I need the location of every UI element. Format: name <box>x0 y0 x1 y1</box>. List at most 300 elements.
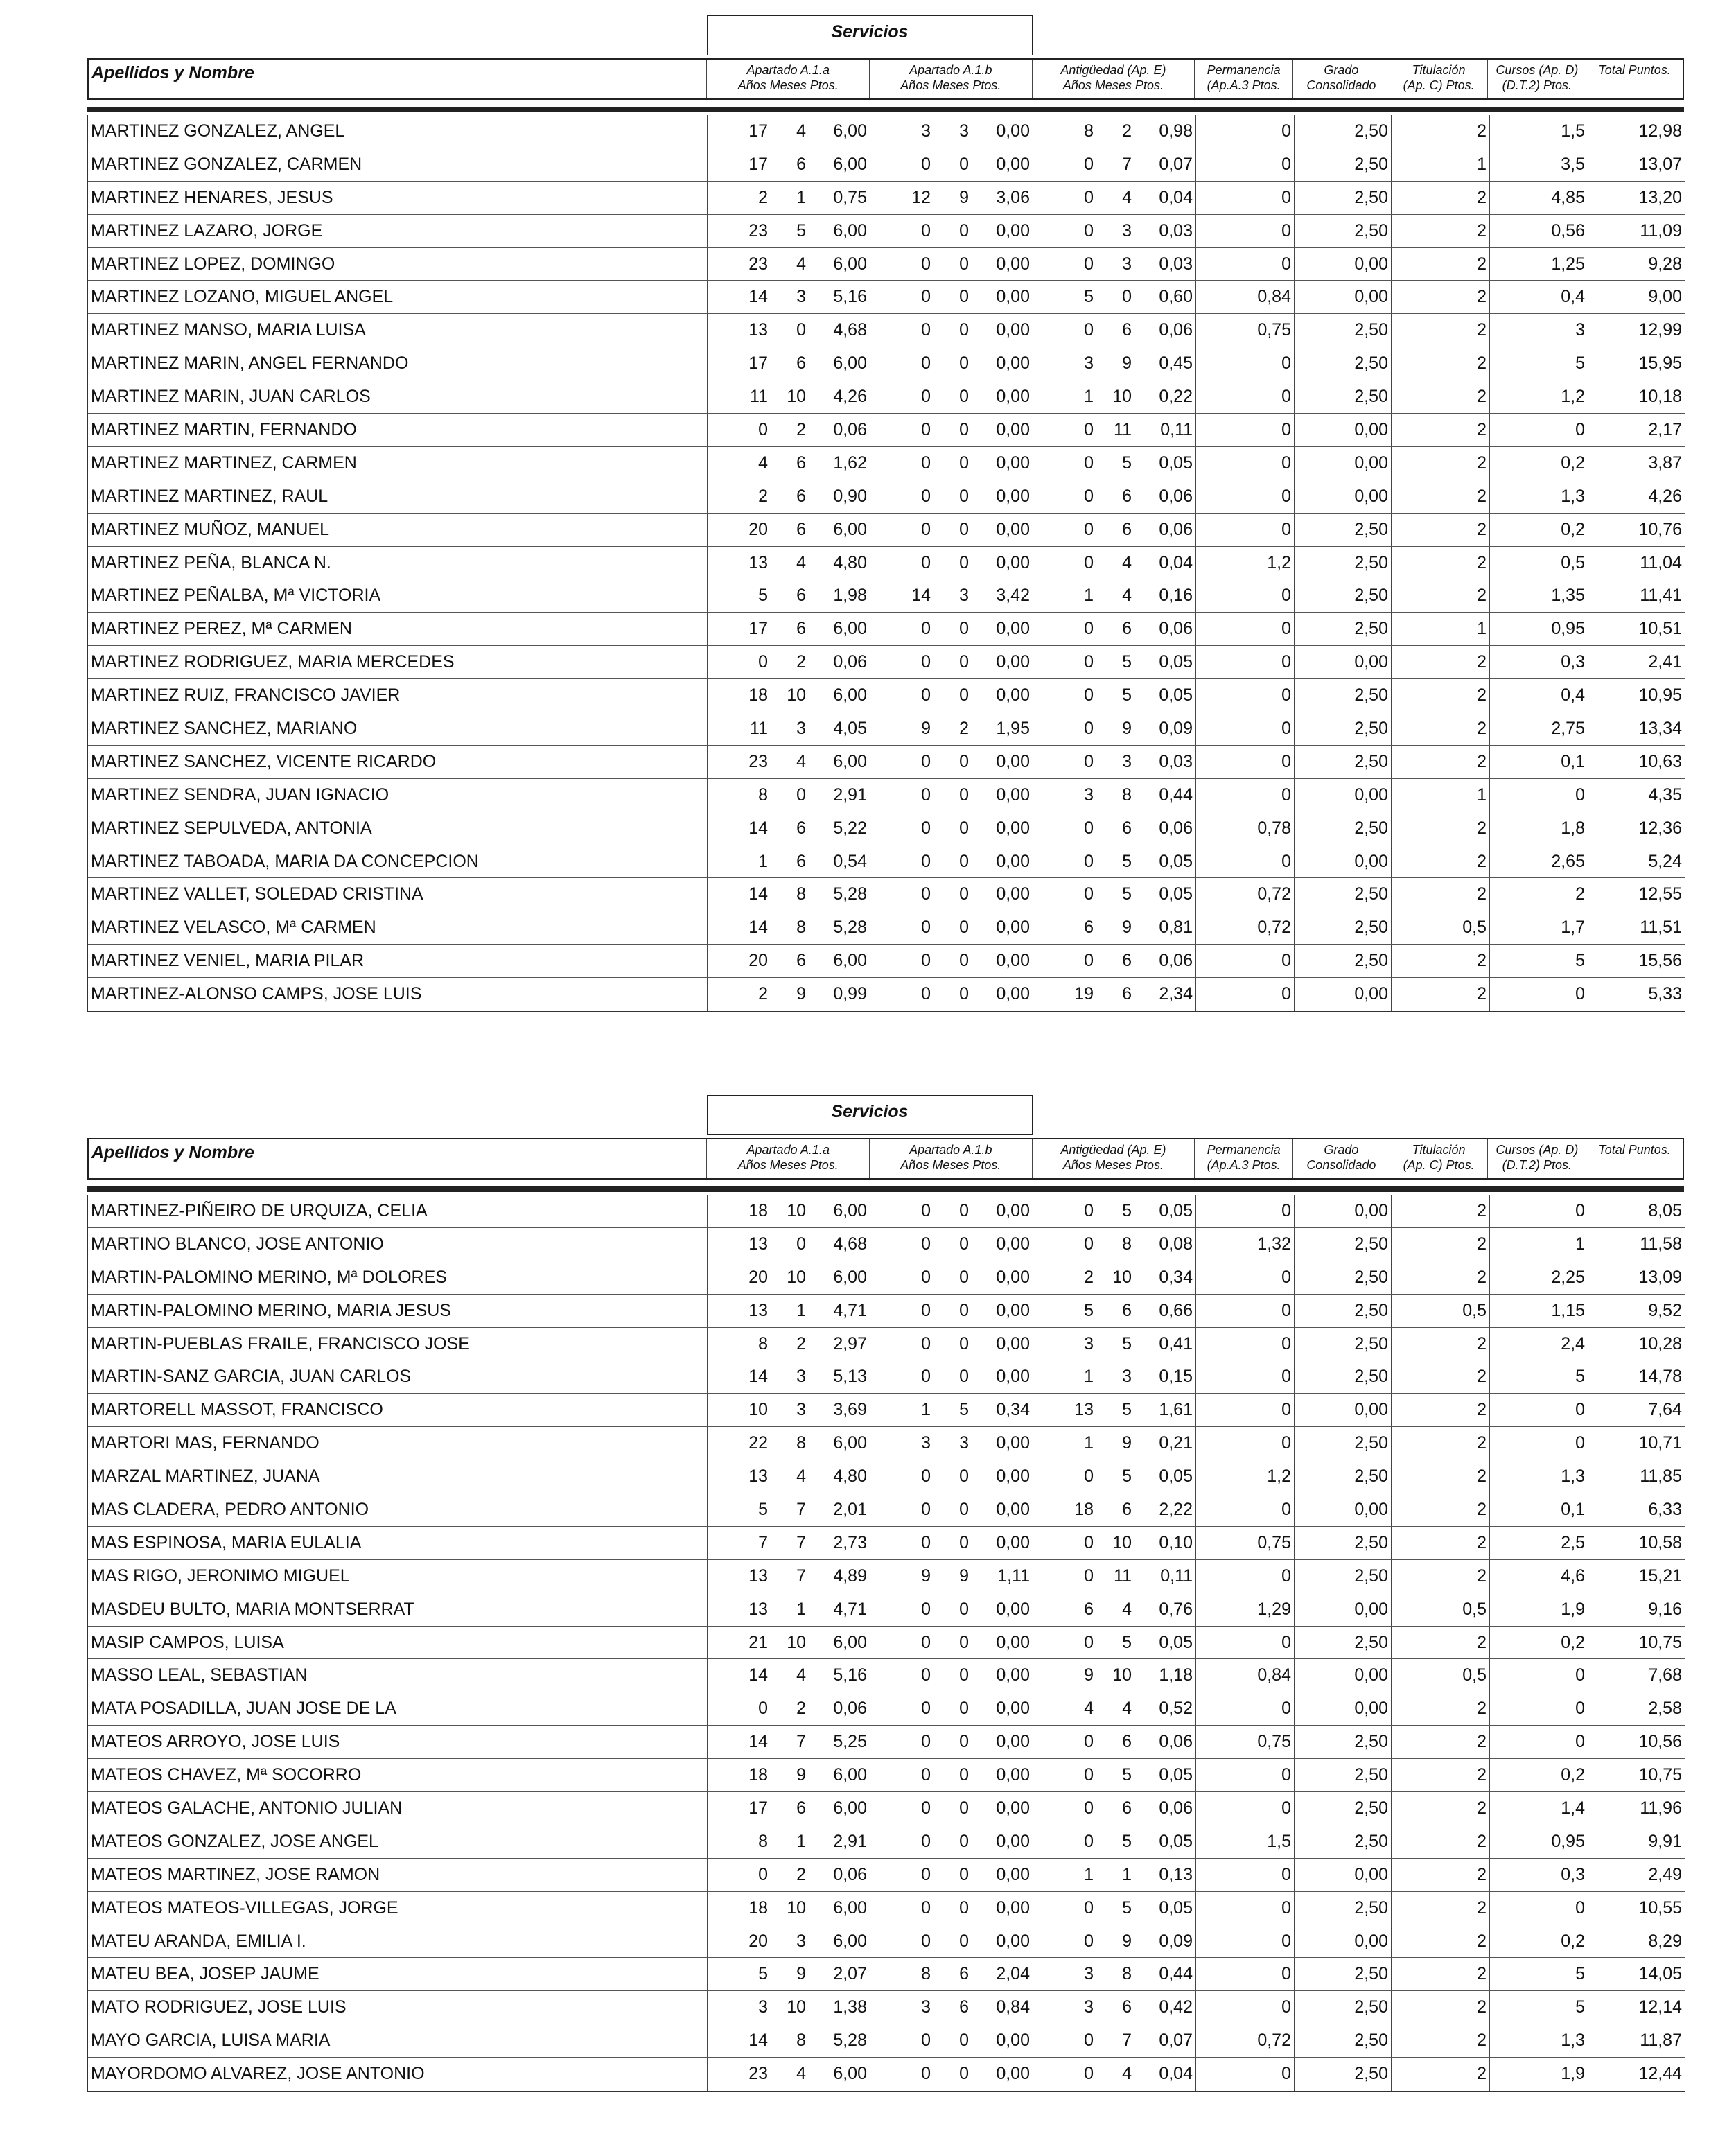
cell-group <box>1033 1792 1196 1825</box>
cell-ptos: 0,06 <box>1159 1732 1193 1752</box>
table-row <box>88 1394 1685 1427</box>
cell-grado: 2,50 <box>1295 746 1392 778</box>
cell-meses: 0 <box>959 1765 969 1785</box>
cell-permanencia: 0 <box>1196 215 1295 247</box>
cell-permanencia: 0 <box>1196 1560 1295 1593</box>
cell-meses: 3 <box>796 1367 806 1387</box>
cell-name: MARTINEZ RUIZ, FRANCISCO JAVIER <box>88 679 708 712</box>
cell-anos: 0 <box>921 552 931 572</box>
cell-name: MARTIN-SANZ GARCIA, JUAN CARLOS <box>88 1360 708 1393</box>
cell-total: 14,78 <box>1638 1367 1682 1387</box>
cell-group <box>1033 579 1196 612</box>
cell-anos: 0 <box>921 254 931 274</box>
cell-name: MARTIN-PALOMINO MERINO, MARIA JESUS <box>88 1295 708 1327</box>
cell-name: MARTORELL MASSOT, FRANCISCO <box>88 1394 708 1426</box>
cell-anos: 1 <box>1084 387 1094 407</box>
cell-meses: 10 <box>787 1898 806 1918</box>
cell-meses: 3 <box>796 1931 806 1951</box>
table-row <box>88 1527 1685 1560</box>
cell-group <box>1033 1328 1196 1360</box>
cell-group <box>708 1958 870 1990</box>
cell-cursos: 2,65 <box>1490 845 1588 878</box>
table-row <box>88 1892 1685 1925</box>
cell-anos: 8 <box>758 785 768 805</box>
cell-ptos: 0,00 <box>996 1665 1030 1685</box>
cell-meses: 1 <box>796 1831 806 1851</box>
cell-meses: 6 <box>796 818 806 838</box>
cell-name: MARTINEZ VENIEL, MARIA PILAR <box>88 945 708 977</box>
cell-anos: 0 <box>921 751 931 771</box>
cell-group <box>1033 746 1196 778</box>
cell-total: 8,29 <box>1648 1931 1682 1951</box>
cell-meses: 0 <box>959 1300 969 1320</box>
cell-anos: 0 <box>758 1864 768 1884</box>
cell-anos: 0 <box>921 1267 931 1287</box>
cell-meses: 6 <box>1122 1732 1132 1752</box>
table-row <box>88 1493 1685 1527</box>
cell-cursos: 0 <box>1490 779 1588 812</box>
cell-titulacion: 2 <box>1392 2024 1490 2057</box>
cell-ptos: 0,06 <box>1159 320 1193 340</box>
table-row <box>88 480 1685 514</box>
cell-group <box>1033 1493 1196 1526</box>
cell-cursos: 3 <box>1490 314 1588 347</box>
cell-permanencia: 0 <box>1196 945 1295 977</box>
cell-meses: 3 <box>1122 751 1132 771</box>
cell-anos: 23 <box>748 2064 768 2084</box>
cell-group <box>1033 878 1196 911</box>
cell-name: MARTINEZ MANSO, MARIA LUISA <box>88 314 708 347</box>
cell-ptos: 0,06 <box>833 652 867 672</box>
cell-ptos: 0,00 <box>996 685 1030 705</box>
cell-anos: 2 <box>758 984 768 1004</box>
table-row <box>88 613 1685 646</box>
cell-meses: 6 <box>796 619 806 639</box>
cell-anos: 0 <box>921 220 931 240</box>
cell-name: MASIP CAMPOS, LUISA <box>88 1627 708 1659</box>
cell-anos: 0 <box>921 1632 931 1652</box>
cell-grado: 2,50 <box>1295 1360 1392 1393</box>
cell-meses: 0 <box>959 851 969 871</box>
cell-meses: 3 <box>796 719 806 739</box>
cell-ptos: 0,34 <box>996 1400 1030 1420</box>
cell-anos: 8 <box>758 1333 768 1353</box>
cell-titulacion: 2 <box>1392 1859 1490 1891</box>
cell-group <box>870 1560 1033 1593</box>
cell-group <box>870 148 1033 181</box>
cell-meses: 4 <box>1122 1699 1132 1719</box>
table-row <box>88 779 1685 812</box>
cell-cursos: 1,2 <box>1490 380 1588 413</box>
cell-group <box>708 248 870 281</box>
cell-cursos: 0 <box>1490 1427 1588 1460</box>
cell-meses: 0 <box>959 1367 969 1387</box>
cell-grado: 2,50 <box>1295 547 1392 579</box>
cell-grado: 0,00 <box>1295 845 1392 878</box>
cell-name: MATEOS MATEOS-VILLEGAS, JORGE <box>88 1892 708 1925</box>
cell-ptos: 5,16 <box>833 1665 867 1685</box>
cell-meses: 5 <box>1122 1831 1132 1851</box>
table-row <box>88 1228 1685 1261</box>
cell-titulacion: 2 <box>1392 845 1490 878</box>
cell-anos: 1 <box>921 1400 931 1420</box>
cell-ptos: 0,09 <box>1159 1931 1193 1951</box>
header-permanencia: Permanencia (Ap.A.3 Ptos. <box>1195 1139 1293 1178</box>
cell-name: MATEU BEA, JOSEP JAUME <box>88 1958 708 1990</box>
cell-meses: 4 <box>796 121 806 141</box>
cell-anos: 5 <box>1084 1300 1094 1320</box>
cell-permanencia: 0 <box>1196 779 1295 812</box>
cell-titulacion: 2 <box>1392 712 1490 745</box>
cell-permanencia: 0 <box>1196 1692 1295 1725</box>
cell-group <box>870 414 1033 446</box>
cell-grado: 2,50 <box>1295 712 1392 745</box>
cell-grado: 2,50 <box>1295 1295 1392 1327</box>
cell-anos: 17 <box>748 1798 768 1818</box>
cell-group <box>1033 314 1196 347</box>
cell-anos: 0 <box>921 1599 931 1619</box>
cell-anos: 23 <box>748 254 768 274</box>
cell-ptos: 0,66 <box>1159 1300 1193 1320</box>
table-row <box>88 978 1685 1011</box>
cell-group <box>1033 215 1196 247</box>
cell-group <box>708 579 870 612</box>
table-row <box>88 878 1685 911</box>
cell-group <box>1033 845 1196 878</box>
cell-grado: 0,00 <box>1295 414 1392 446</box>
cell-anos: 9 <box>1084 1665 1094 1685</box>
cell-group <box>870 1991 1033 2024</box>
cell-cursos: 4,6 <box>1490 1560 1588 1593</box>
cell-ptos: 5,28 <box>833 918 867 938</box>
cell-grado: 0,00 <box>1295 480 1392 513</box>
cell-permanencia: 0 <box>1196 1991 1295 2024</box>
cell-group <box>708 945 870 977</box>
table-row <box>88 215 1685 248</box>
cell-meses: 10 <box>1112 1532 1132 1552</box>
cell-anos: 0 <box>921 1500 931 1520</box>
cell-ptos: 0,75 <box>833 187 867 207</box>
cell-cursos: 3,5 <box>1490 148 1588 181</box>
cell-ptos: 0,00 <box>996 220 1030 240</box>
cell-ptos: 0,00 <box>996 1201 1030 1220</box>
cell-meses: 6 <box>1122 1300 1132 1320</box>
cell-grado: 2,50 <box>1295 314 1392 347</box>
cell-group <box>1033 148 1196 181</box>
cell-cursos: 0,2 <box>1490 1925 1588 1958</box>
table-row <box>88 2058 1685 2091</box>
cell-permanencia: 0 <box>1196 579 1295 612</box>
cell-anos: 0 <box>921 818 931 838</box>
cell-anos: 14 <box>748 287 768 307</box>
cell-meses: 0 <box>959 1632 969 1652</box>
cell-ptos: 6,00 <box>833 619 867 639</box>
cell-name: MARZAL MARTINEZ, JUANA <box>88 1460 708 1493</box>
cell-meses: 6 <box>1122 486 1132 506</box>
cell-name: MATEOS MARTINEZ, JOSE RAMON <box>88 1859 708 1891</box>
cell-anos: 0 <box>1084 552 1094 572</box>
cell-cursos: 1,9 <box>1490 1593 1588 1626</box>
cell-total: 4,35 <box>1648 785 1682 805</box>
cell-total: 12,55 <box>1638 884 1682 904</box>
cell-meses: 6 <box>796 353 806 374</box>
table-row <box>88 579 1685 613</box>
cell-cursos: 1 <box>1490 1228 1588 1261</box>
cell-meses: 7 <box>796 1532 806 1552</box>
cell-total: 10,28 <box>1638 1333 1682 1353</box>
cell-meses: 4 <box>796 2064 806 2084</box>
table-row <box>88 2024 1685 2058</box>
cell-meses: 6 <box>1122 1997 1132 2017</box>
cell-group <box>870 712 1033 745</box>
cell-ptos: 6,00 <box>833 751 867 771</box>
cell-group <box>870 1859 1033 1891</box>
cell-ptos: 0,06 <box>1159 818 1193 838</box>
cell-meses: 5 <box>1122 851 1132 871</box>
cell-cursos: 0,1 <box>1490 1493 1588 1526</box>
cell-anos: 8 <box>921 1964 931 1984</box>
cell-ptos: 0,52 <box>1159 1699 1193 1719</box>
cell-name: MATEU ARANDA, EMILIA I. <box>88 1925 708 1958</box>
cell-cursos: 0,4 <box>1490 679 1588 712</box>
cell-ptos: 0,04 <box>1159 552 1193 572</box>
header-titulacion: Titulación (Ap. C) Ptos. <box>1390 1139 1489 1178</box>
cell-meses: 8 <box>1122 785 1132 805</box>
cell-group <box>870 314 1033 347</box>
cell-total: 9,52 <box>1648 1300 1682 1320</box>
cell-total: 12,36 <box>1638 818 1682 838</box>
cell-anos: 0 <box>921 1898 931 1918</box>
cell-group <box>1033 1859 1196 1891</box>
cell-meses: 0 <box>959 984 969 1004</box>
cell-grado: 2,50 <box>1295 878 1392 911</box>
cell-meses: 8 <box>1122 1964 1132 1984</box>
cell-anos: 17 <box>748 619 768 639</box>
cell-permanencia: 0 <box>1196 1925 1295 1958</box>
cell-total: 10,95 <box>1638 685 1682 705</box>
cell-ptos: 0,00 <box>996 1599 1030 1619</box>
cell-ptos: 0,00 <box>996 320 1030 340</box>
cell-ptos: 0,06 <box>833 420 867 440</box>
cell-cursos: 2,75 <box>1490 712 1588 745</box>
cell-anos: 9 <box>921 1566 931 1586</box>
cell-group <box>1033 1593 1196 1626</box>
cell-cursos: 0,2 <box>1490 514 1588 546</box>
cell-total: 10,75 <box>1638 1765 1682 1785</box>
cell-anos: 2 <box>1084 1267 1094 1287</box>
cell-group <box>1033 1427 1196 1460</box>
cell-anos: 0 <box>921 652 931 672</box>
cell-total: 2,17 <box>1648 420 1682 440</box>
cell-group <box>870 248 1033 281</box>
cell-grado: 0,00 <box>1295 248 1392 281</box>
cell-meses: 0 <box>959 918 969 938</box>
cell-grado: 2,50 <box>1295 148 1392 181</box>
cell-grado: 2,50 <box>1295 579 1392 612</box>
header-total: Total Puntos. <box>1598 1143 1671 1157</box>
table-row <box>88 1195 1685 1228</box>
cell-name: MARTINEZ SANCHEZ, VICENTE RICARDO <box>88 746 708 778</box>
cell-ptos: 1,95 <box>996 719 1030 739</box>
cell-group <box>870 679 1033 712</box>
cell-permanencia: 0 <box>1196 1261 1295 1294</box>
cell-anos: 10 <box>748 1400 768 1420</box>
cell-group <box>708 1394 870 1426</box>
header-a1b: Apartado A.1.b Años Meses Ptos. <box>870 60 1033 98</box>
cell-group <box>1033 182 1196 214</box>
cell-ptos: 0,00 <box>996 652 1030 672</box>
cell-cursos: 0 <box>1490 1394 1588 1426</box>
cell-group <box>1033 1825 1196 1858</box>
cell-ptos: 0,11 <box>1160 420 1193 440</box>
header-cursos: Cursos (Ap. D) (D.T.2) Ptos. <box>1488 60 1586 98</box>
cell-ptos: 0,00 <box>996 420 1030 440</box>
cell-name: MARTINEZ MARIN, JUAN CARLOS <box>88 380 708 413</box>
cell-meses: 0 <box>959 751 969 771</box>
cell-group <box>708 2058 870 2091</box>
cell-anos: 0 <box>1084 2064 1094 2084</box>
cell-ptos: 0,00 <box>996 1500 1030 1520</box>
cell-anos: 18 <box>748 1765 768 1785</box>
cell-cursos: 0,5 <box>1490 547 1588 579</box>
cell-total: 11,87 <box>1640 2031 1682 2051</box>
cell-meses: 5 <box>1122 884 1132 904</box>
cell-group <box>870 215 1033 247</box>
cell-total: 14,05 <box>1638 1964 1682 1984</box>
cell-group <box>1033 1659 1196 1692</box>
cell-anos: 0 <box>1084 1566 1094 1586</box>
cell-anos: 0 <box>921 486 931 506</box>
cell-meses: 7 <box>796 1500 806 1520</box>
cell-group <box>1033 978 1196 1011</box>
cell-anos: 1 <box>1084 586 1094 606</box>
cell-cursos: 0 <box>1490 1195 1588 1227</box>
cell-name: MARTINEZ PEREZ, Mª CARMEN <box>88 613 708 645</box>
cell-anos: 3 <box>1084 353 1094 374</box>
cell-group <box>870 1627 1033 1659</box>
cell-anos: 0 <box>758 652 768 672</box>
cell-ptos: 0,00 <box>996 884 1030 904</box>
cell-meses: 10 <box>1112 1267 1132 1287</box>
cell-permanencia: 0 <box>1196 1493 1295 1526</box>
cell-titulacion: 2 <box>1392 1261 1490 1294</box>
cell-anos: 0 <box>1084 1765 1094 1785</box>
cell-anos: 0 <box>1084 220 1094 240</box>
cell-meses: 0 <box>959 619 969 639</box>
cell-ptos: 4,26 <box>833 387 867 407</box>
cell-ptos: 4,71 <box>833 1599 867 1619</box>
cell-total: 9,00 <box>1648 287 1682 307</box>
cell-titulacion: 2 <box>1392 746 1490 778</box>
cell-group <box>708 1825 870 1858</box>
cell-grado: 2,50 <box>1295 182 1392 214</box>
cell-group <box>708 845 870 878</box>
table-row <box>88 746 1685 779</box>
cell-titulacion: 2 <box>1392 812 1490 845</box>
cell-anos: 0 <box>1084 154 1094 174</box>
cell-grado: 0,00 <box>1295 779 1392 812</box>
cell-anos: 0 <box>1084 1732 1094 1752</box>
cell-titulacion: 2 <box>1392 1991 1490 2024</box>
cell-meses: 5 <box>1122 1466 1132 1487</box>
servicios-header: Servicios <box>707 15 1033 55</box>
cell-permanencia: 0 <box>1196 679 1295 712</box>
cell-titulacion: 2 <box>1392 1228 1490 1261</box>
cell-meses: 2 <box>796 1699 806 1719</box>
cell-anos: 1 <box>758 851 768 871</box>
cell-name: MAS CLADERA, PEDRO ANTONIO <box>88 1493 708 1526</box>
cell-titulacion: 2 <box>1392 281 1490 313</box>
cell-cursos: 0 <box>1490 978 1588 1011</box>
cell-group <box>1033 2024 1196 2057</box>
cell-permanencia: 0 <box>1196 712 1295 745</box>
cell-permanencia: 0,72 <box>1196 2024 1295 2057</box>
cell-permanencia: 0 <box>1196 414 1295 446</box>
cell-group <box>870 1892 1033 1925</box>
cell-anos: 4 <box>1084 1699 1094 1719</box>
table-row <box>88 1295 1685 1328</box>
cell-total: 5,33 <box>1648 984 1682 1004</box>
cell-group <box>1033 1560 1196 1593</box>
cell-name: MARTINEZ GONZALEZ, CARMEN <box>88 148 708 181</box>
header-a1a: Apartado A.1.a Años Meses Ptos. <box>707 1139 870 1178</box>
cell-anos: 18 <box>748 1898 768 1918</box>
header-titulacion: Titulación (Ap. C) Ptos. <box>1390 60 1489 98</box>
cell-anos: 18 <box>1074 1500 1094 1520</box>
cell-group <box>870 812 1033 845</box>
cell-ptos: 2,97 <box>833 1333 867 1353</box>
cell-meses: 0 <box>959 1798 969 1818</box>
cell-group <box>870 380 1033 413</box>
cell-ptos: 0,00 <box>996 552 1030 572</box>
cell-ptos: 0,00 <box>996 1765 1030 1785</box>
table-body <box>87 115 1685 1012</box>
table-row <box>88 1460 1685 1493</box>
cell-meses: 5 <box>1122 1201 1132 1220</box>
cell-permanencia: 0 <box>1196 1195 1295 1227</box>
cell-grado: 2,50 <box>1295 1825 1392 1858</box>
cell-meses: 6 <box>1122 519 1132 539</box>
header-grado: Grado Consolidado <box>1293 60 1390 98</box>
cell-ptos: 6,00 <box>833 951 867 971</box>
cell-anos: 18 <box>748 685 768 705</box>
cell-ptos: 6,00 <box>833 220 867 240</box>
cell-anos: 0 <box>921 1234 931 1254</box>
cell-grado: 0,00 <box>1295 1394 1392 1426</box>
cell-titulacion: 2 <box>1392 1958 1490 1990</box>
cell-group <box>1033 2058 1196 2091</box>
cell-anos: 0 <box>921 851 931 871</box>
cell-group <box>870 1295 1033 1327</box>
cell-ptos: 0,00 <box>996 1532 1030 1552</box>
cell-grado: 2,50 <box>1295 2024 1392 2057</box>
cell-group <box>870 845 1033 878</box>
cell-group <box>870 182 1033 214</box>
cell-anos: 0 <box>921 918 931 938</box>
column-headers <box>87 1138 1684 1180</box>
cell-ptos: 4,68 <box>833 1234 867 1254</box>
cell-group <box>708 281 870 313</box>
cell-ptos: 0,00 <box>996 254 1030 274</box>
cell-group <box>1033 646 1196 678</box>
cell-anos: 8 <box>1084 121 1094 141</box>
cell-anos: 0 <box>1084 1798 1094 1818</box>
cell-meses: 10 <box>787 685 806 705</box>
cell-ptos: 0,00 <box>996 353 1030 374</box>
cell-grado: 2,50 <box>1295 911 1392 944</box>
cell-ptos: 0,60 <box>1159 287 1193 307</box>
cell-total: 8,05 <box>1648 1201 1682 1220</box>
